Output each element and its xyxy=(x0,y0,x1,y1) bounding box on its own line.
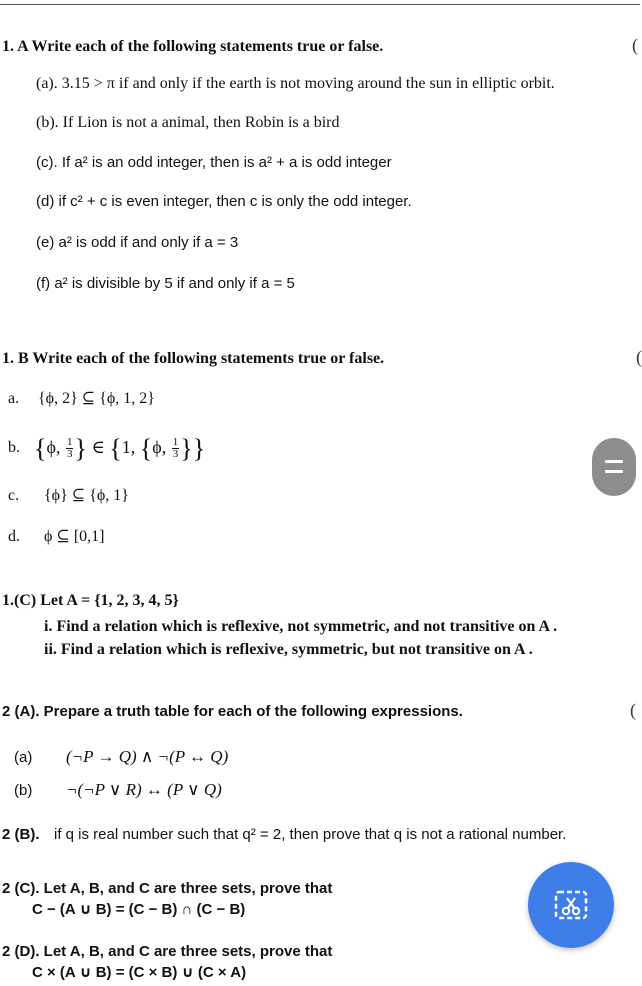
q1a-marks-paren: ( xyxy=(632,35,638,55)
q2a-item-a-expr: (¬P → Q) ∧ ¬(P ↔ Q) xyxy=(66,747,229,766)
q1a-item-c: (c). If a² is an odd integer, then is a² + a is odd integer xyxy=(36,154,392,171)
q2b-label: 2 (B). xyxy=(2,826,40,843)
q1a-item-e: (e) a² is odd if and only if a = 3 xyxy=(36,234,239,251)
q1b-item-b-expr: {ϕ, $\frac{1}{3}$ } ∈ {1, {ϕ, $\frac{1}{3}$ }} xyxy=(34,433,206,463)
q2d-expr: C × (A ∪ B) = (C × B) ∪ (C × A) xyxy=(32,964,247,981)
q2b-text: if q is real number such that q² = 2, then prove that q is not a rational number. xyxy=(54,826,567,843)
q1b-title: 1. B Write each of the following statements true or false. xyxy=(2,350,385,367)
q2a-title: 2 (A). Prepare a truth table for each of the following expressions. xyxy=(2,703,463,720)
q1b-item-c-label: c. xyxy=(8,487,20,504)
screenshot-cut-icon xyxy=(553,887,589,923)
q1b-item-a-label: a. xyxy=(8,390,20,407)
q1a-item-a: (a). 3.15 > π if and only if the earth is not moving around the sun in elliptic orbit. xyxy=(36,75,555,92)
q1c-title: 1.(C) Let A = {1, 2, 3, 4, 5} xyxy=(2,592,179,609)
q2a-marks-paren: ( xyxy=(630,700,636,720)
q1b-item-d-expr: ϕ ⊆ [0,1] xyxy=(44,528,105,545)
drag-handle-icon xyxy=(605,470,623,473)
q1b-marks-paren: ( xyxy=(636,347,642,367)
q2a-item-b-label: (b) xyxy=(14,782,33,799)
q1b-item-d-label: d. xyxy=(8,528,20,545)
q1b-item-a-expr: {ϕ, 2} ⊆ {ϕ, 1, 2} xyxy=(38,390,155,407)
q2a-item-b-expr: ¬(¬P ∨ R) ↔ (P ∨ Q) xyxy=(66,780,222,799)
screenshot-cut-button[interactable] xyxy=(528,862,614,948)
fraction-one-third: $\frac{1}{3}$ xyxy=(66,436,73,461)
q1a-item-d: (d) if c² + c is even integer, then c is only the odd integer. xyxy=(36,193,412,210)
q1b-item-b-label: b. xyxy=(8,439,20,456)
top-divider xyxy=(0,4,640,5)
q1a-item-f: (f) a² is divisible by 5 if and only if a = 5 xyxy=(36,275,295,292)
drag-handle[interactable] xyxy=(592,438,636,496)
q1b-item-c-expr: {ϕ} ⊆ {ϕ, 1} xyxy=(44,487,129,504)
q1c-item-ii: ii. Find a relation which is reflexive, symmetric, but not transitive on A . xyxy=(44,641,533,658)
fraction-one-third: $\frac{1}{3}$ xyxy=(172,436,179,461)
q1c-item-i: i. Find a relation which is reflexive, not symmetric, and not transitive on A . xyxy=(44,618,558,635)
q2c-expr: C − (A ∪ B) = (C − B) ∩ (C − B) xyxy=(32,901,246,918)
drag-handle-icon xyxy=(605,460,623,463)
q2a-item-a-label: (a) xyxy=(14,749,33,766)
q2c-title: 2 (C). Let A, B, and C are three sets, prove that xyxy=(2,880,333,897)
q1a-item-b: (b). If Lion is not a animal, then Robin is a bird xyxy=(36,114,340,131)
q1a-title: 1. A Write each of the following statements true or false. xyxy=(2,38,384,55)
q2d-title: 2 (D). Let A, B, and C are three sets, prove that xyxy=(2,943,333,960)
